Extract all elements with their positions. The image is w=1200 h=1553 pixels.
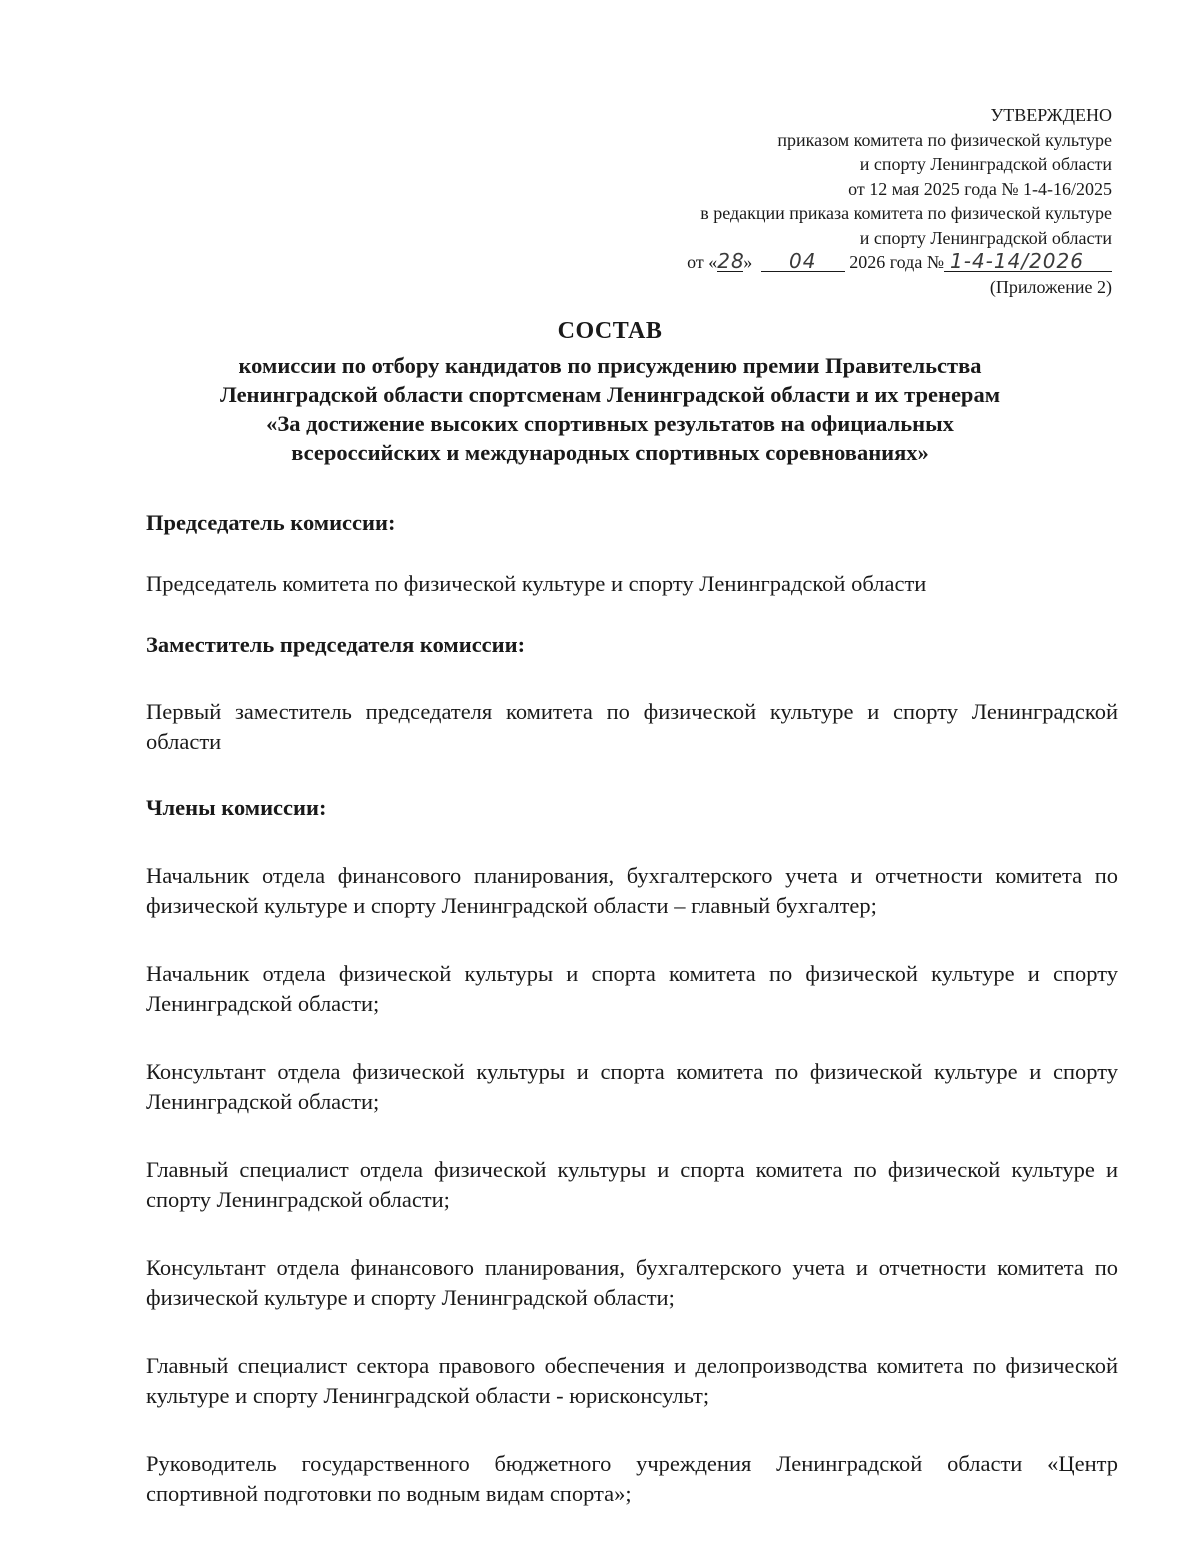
approved-label: УТВЕРЖДЕНО	[990, 105, 1112, 125]
revision-line-2: и спорту Ленинградской области	[859, 227, 1112, 248]
revision-date-line	[687, 250, 1112, 275]
revision-date-prefix: от «	[687, 252, 718, 272]
chair-heading: Председатель комиссии:	[146, 510, 396, 535]
member-item: Консультант отдела финансового планирования, бухгалтерского учета и отчетности комитета по физической культуре и спорту Ленинградской области;	[146, 1255, 1118, 1310]
subtitle-line-1: комиссии по отбору кандидатов по присуждению премии Правительства	[238, 353, 982, 378]
document-title: СОСТАВ	[557, 318, 663, 344]
revision-year-text: 2026 года №	[849, 252, 944, 272]
appendix-note: (Приложение 2)	[989, 276, 1112, 297]
member-item: Начальник отдела физической культуры и спорта комитета по физической культуре и спорту Ленинградской области;	[146, 961, 1118, 1016]
document-title-block	[60, 316, 1160, 467]
document-subtitle	[60, 351, 1160, 467]
deputy-text: Первый заместитель председателя комитета по физической культуре и спорту Ленинградской области	[146, 699, 1118, 754]
subtitle-line-3: «За достижение высоких спортивных результатов на официальных	[266, 411, 954, 436]
subtitle-line-2: Ленинградской области спортсменам Ленинградской области и их тренерам	[219, 382, 1001, 407]
order-line-1: приказом комитета по физической культуре	[777, 129, 1112, 150]
order-date: от 12 мая 2025 года № 1-4-16/2025	[848, 178, 1112, 199]
members-heading: Члены комиссии:	[146, 795, 327, 820]
revision-line-1: в редакции приказа комитета по физической культуре	[700, 203, 1112, 223]
approval-stamp-block	[687, 103, 1112, 299]
deputy-heading: Заместитель председателя комиссии:	[146, 632, 526, 657]
chair-text: Председатель комитета по физической культуре и спорту Ленинградской области	[146, 571, 927, 596]
order-line-2: и спорту Ленинградской области	[859, 154, 1112, 174]
member-item: Главный специалист отдела физической культуры и спорта комитета по физической культуре и спорту Ленинградской области;	[146, 1157, 1118, 1212]
member-item: Консультант отдела физической культуры и спорта комитета по физической культуре и спорту Ленинградской области;	[146, 1059, 1118, 1114]
revision-date-quote: »	[743, 252, 753, 272]
revision-month-handwritten: 04	[761, 251, 845, 272]
member-item: Начальник отдела финансового планирования, бухгалтерского учета и отчетности комитета по физической культуре и спорту Ленинградской области – главный бухгалтер;	[146, 863, 1118, 918]
document-body	[146, 508, 1118, 1509]
subtitle-line-4: всероссийских и международных спортивных соревнованиях»	[291, 440, 929, 465]
member-item: Главный специалист сектора правового обеспечения и делопроизводства комитета по физической культуре и спорту Ленинградской области - юрисконсульт;	[146, 1353, 1118, 1408]
revision-day-handwritten: 28	[717, 249, 745, 273]
revision-number-handwritten: 1-4-14/2026	[944, 251, 1112, 272]
member-item: Руководитель государственного бюджетного учреждения Ленинградской области «Центр спортивной подготовки по водным видам спорта»;	[146, 1451, 1118, 1506]
